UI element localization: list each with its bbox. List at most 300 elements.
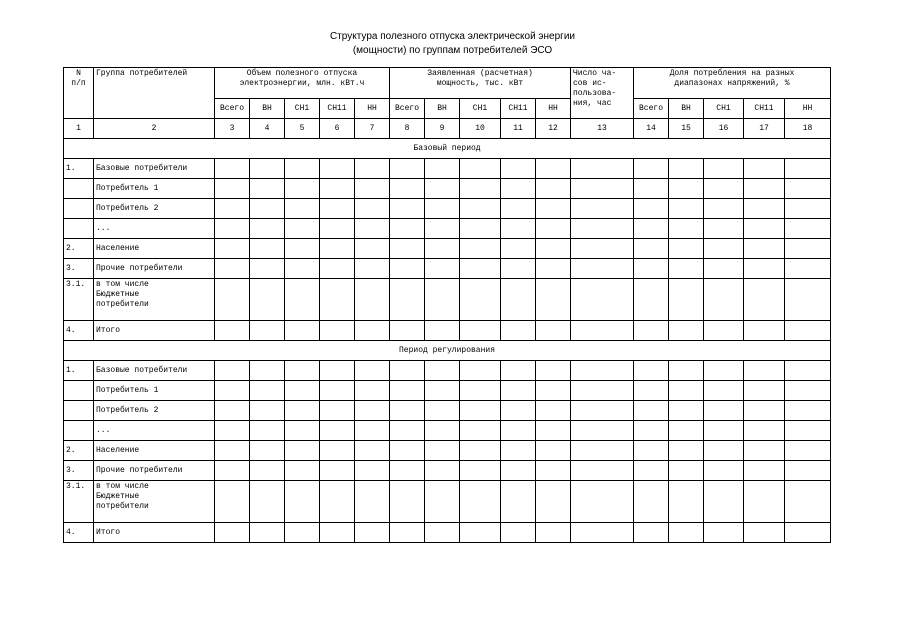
data-cell	[320, 481, 355, 523]
data-cell	[634, 259, 669, 279]
data-cell	[785, 219, 831, 239]
table-row	[64, 361, 831, 381]
row-number	[64, 381, 94, 401]
data-cell	[425, 199, 460, 219]
data-cell	[634, 461, 669, 481]
data-cell	[215, 481, 250, 523]
row-label: Итого	[94, 321, 215, 341]
data-cell	[634, 321, 669, 341]
column-number: 11	[501, 119, 536, 139]
data-cell	[669, 259, 704, 279]
data-cell	[744, 441, 785, 461]
data-cell	[634, 381, 669, 401]
column-number: 17	[744, 119, 785, 139]
data-cell	[390, 381, 425, 401]
data-cell	[285, 523, 320, 543]
data-cell	[250, 381, 285, 401]
column-number: 3	[215, 119, 250, 139]
data-cell	[669, 239, 704, 259]
data-cell	[744, 259, 785, 279]
sub-header: СН11	[501, 99, 536, 119]
table-row	[64, 441, 831, 461]
data-cell	[250, 219, 285, 239]
data-cell	[744, 321, 785, 341]
data-cell	[390, 421, 425, 441]
sub-header: НН	[355, 99, 390, 119]
sub-header: Всего	[634, 99, 669, 119]
data-cell	[571, 259, 634, 279]
data-cell	[320, 523, 355, 543]
data-cell	[501, 159, 536, 179]
data-cell	[536, 321, 571, 341]
data-cell	[285, 159, 320, 179]
data-cell	[355, 159, 390, 179]
data-cell	[215, 381, 250, 401]
data-cell	[785, 159, 831, 179]
data-cell	[571, 421, 634, 441]
table-row	[64, 259, 831, 279]
row-label: ...	[94, 219, 215, 239]
data-cell	[669, 179, 704, 199]
data-cell	[571, 381, 634, 401]
data-cell	[634, 219, 669, 239]
title-line-1: Структура полезного отпуска электрической энергии	[330, 31, 575, 42]
data-cell	[744, 461, 785, 481]
section-row	[64, 341, 831, 361]
data-cell	[634, 421, 669, 441]
data-cell	[460, 401, 501, 421]
data-cell	[785, 401, 831, 421]
data-cell	[704, 179, 744, 199]
row-label: Население	[94, 239, 215, 259]
data-cell	[634, 239, 669, 259]
data-cell	[704, 259, 744, 279]
data-cell	[460, 381, 501, 401]
data-cell	[704, 381, 744, 401]
data-cell	[215, 259, 250, 279]
table-row	[64, 219, 831, 239]
data-cell	[501, 199, 536, 219]
row-label: Потребитель 1	[94, 179, 215, 199]
data-cell	[355, 401, 390, 421]
row-label: Базовые потребители	[94, 159, 215, 179]
data-cell	[571, 279, 634, 321]
table-row	[64, 481, 831, 523]
column-number-row	[64, 119, 831, 139]
data-cell	[320, 199, 355, 219]
data-cell	[320, 421, 355, 441]
data-cell	[425, 279, 460, 321]
data-cell	[536, 381, 571, 401]
data-cell	[571, 159, 634, 179]
data-cell	[669, 199, 704, 219]
data-cell	[390, 461, 425, 481]
column-number: 2	[94, 119, 215, 139]
data-cell	[215, 159, 250, 179]
data-cell	[669, 481, 704, 523]
row-label: в том числе Бюджетные потребители	[94, 481, 215, 523]
row-number	[64, 219, 94, 239]
data-cell	[744, 179, 785, 199]
data-cell	[215, 401, 250, 421]
data-cell	[571, 199, 634, 219]
data-cell	[785, 441, 831, 461]
table-row	[64, 199, 831, 219]
data-cell	[425, 381, 460, 401]
data-cell	[669, 381, 704, 401]
data-cell	[571, 401, 634, 421]
row-number: 1.	[64, 159, 94, 179]
sub-header: ВН	[250, 99, 285, 119]
data-cell	[704, 321, 744, 341]
data-cell	[744, 401, 785, 421]
data-cell	[390, 159, 425, 179]
data-cell	[704, 159, 744, 179]
data-cell	[285, 461, 320, 481]
column-number: 10	[460, 119, 501, 139]
data-cell	[460, 219, 501, 239]
data-cell	[355, 179, 390, 199]
data-cell	[669, 401, 704, 421]
row-label: Потребитель 1	[94, 381, 215, 401]
data-cell	[536, 219, 571, 239]
row-number	[64, 421, 94, 441]
data-cell	[215, 361, 250, 381]
data-cell	[536, 361, 571, 381]
data-cell	[501, 279, 536, 321]
sub-header: СН1	[285, 99, 320, 119]
column-number: 4	[250, 119, 285, 139]
data-cell	[285, 481, 320, 523]
data-cell	[634, 361, 669, 381]
data-cell	[285, 199, 320, 219]
data-cell	[460, 159, 501, 179]
data-cell	[215, 279, 250, 321]
header-share: Доля потребления на разных диапазонах напряжений, %	[634, 68, 831, 99]
row-label: Потребитель 2	[94, 199, 215, 219]
data-cell	[669, 523, 704, 543]
data-cell	[250, 259, 285, 279]
data-cell	[250, 179, 285, 199]
data-cell	[501, 441, 536, 461]
data-cell	[536, 421, 571, 441]
sub-header: ВН	[425, 99, 460, 119]
header-volume: Объем полезного отпуска электроэнергии, млн. кВт.ч	[215, 68, 390, 99]
table-row	[64, 461, 831, 481]
data-cell	[785, 481, 831, 523]
table-row	[64, 321, 831, 341]
data-cell	[704, 361, 744, 381]
column-number: 5	[285, 119, 320, 139]
data-cell	[425, 321, 460, 341]
data-cell	[215, 461, 250, 481]
data-cell	[320, 219, 355, 239]
row-number	[64, 199, 94, 219]
data-cell	[669, 159, 704, 179]
data-cell	[425, 159, 460, 179]
data-cell	[250, 361, 285, 381]
data-cell	[355, 381, 390, 401]
data-cell	[634, 179, 669, 199]
data-cell	[250, 481, 285, 523]
data-cell	[215, 321, 250, 341]
data-cell	[785, 179, 831, 199]
data-cell	[460, 279, 501, 321]
data-cell	[571, 361, 634, 381]
data-cell	[425, 401, 460, 421]
data-cell	[460, 321, 501, 341]
column-number: 7	[355, 119, 390, 139]
title-line-2: (мощности) по группам потребителей ЭСО	[352, 45, 553, 56]
data-cell	[215, 441, 250, 461]
header-hours: Число ча- сов ис- пользова- ния, час	[571, 68, 634, 119]
sub-header: СН11	[320, 99, 355, 119]
table-row	[64, 159, 831, 179]
section-title: Базовый период	[64, 139, 831, 159]
data-cell	[390, 219, 425, 239]
data-cell	[320, 361, 355, 381]
data-cell	[634, 481, 669, 523]
data-cell	[285, 441, 320, 461]
row-number: 4.	[64, 523, 94, 543]
row-number	[64, 179, 94, 199]
data-cell	[215, 179, 250, 199]
data-cell	[460, 179, 501, 199]
data-cell	[250, 523, 285, 543]
data-cell	[704, 523, 744, 543]
data-cell	[785, 259, 831, 279]
data-cell	[390, 361, 425, 381]
sub-header: Всего	[215, 99, 250, 119]
table-row	[64, 421, 831, 441]
row-number: 3.	[64, 259, 94, 279]
data-cell	[425, 239, 460, 259]
data-cell	[320, 441, 355, 461]
data-cell	[285, 239, 320, 259]
sub-header: НН	[785, 99, 831, 119]
row-number: 4.	[64, 321, 94, 341]
data-cell	[536, 481, 571, 523]
column-number: 18	[785, 119, 831, 139]
column-number: 1	[64, 119, 94, 139]
data-cell	[355, 259, 390, 279]
table-row	[64, 523, 831, 543]
data-cell	[355, 421, 390, 441]
data-cell	[460, 199, 501, 219]
data-cell	[634, 441, 669, 461]
data-cell	[501, 461, 536, 481]
table-row	[64, 381, 831, 401]
column-number: 13	[571, 119, 634, 139]
data-cell	[425, 259, 460, 279]
data-cell	[634, 199, 669, 219]
data-cell	[215, 219, 250, 239]
column-number: 15	[669, 119, 704, 139]
data-cell	[704, 239, 744, 259]
header-row-1	[64, 68, 831, 99]
data-cell	[355, 461, 390, 481]
data-cell	[704, 441, 744, 461]
header-num: N п/п	[64, 68, 94, 119]
data-cell	[320, 401, 355, 421]
data-cell	[785, 279, 831, 321]
data-cell	[250, 279, 285, 321]
data-cell	[250, 441, 285, 461]
data-cell	[355, 219, 390, 239]
data-cell	[250, 321, 285, 341]
row-number: 2.	[64, 239, 94, 259]
data-cell	[669, 321, 704, 341]
data-cell	[744, 523, 785, 543]
data-cell	[669, 361, 704, 381]
data-cell	[460, 523, 501, 543]
data-cell	[355, 321, 390, 341]
data-cell	[669, 461, 704, 481]
row-number: 3.1.	[64, 279, 94, 321]
data-cell	[704, 481, 744, 523]
data-cell	[285, 381, 320, 401]
data-cell	[390, 259, 425, 279]
header-group: Группа потребителей	[94, 68, 215, 119]
data-cell	[536, 461, 571, 481]
row-label: Потребитель 2	[94, 401, 215, 421]
data-cell	[250, 401, 285, 421]
data-cell	[390, 481, 425, 523]
data-cell	[285, 219, 320, 239]
data-cell	[425, 219, 460, 239]
data-cell	[669, 441, 704, 461]
data-cell	[669, 279, 704, 321]
data-cell	[460, 259, 501, 279]
data-cell	[390, 321, 425, 341]
data-cell	[744, 279, 785, 321]
data-cell	[390, 279, 425, 321]
data-cell	[320, 461, 355, 481]
data-cell	[285, 259, 320, 279]
sub-header: НН	[536, 99, 571, 119]
data-cell	[536, 239, 571, 259]
data-cell	[460, 361, 501, 381]
data-cell	[285, 401, 320, 421]
data-cell	[669, 219, 704, 239]
sub-header: СН1	[704, 99, 744, 119]
data-cell	[215, 523, 250, 543]
data-cell	[320, 159, 355, 179]
data-cell	[785, 523, 831, 543]
table-row	[64, 401, 831, 421]
section-title: Период регулирования	[64, 341, 831, 361]
data-cell	[320, 321, 355, 341]
data-cell	[390, 523, 425, 543]
data-cell	[571, 441, 634, 461]
data-cell	[355, 441, 390, 461]
data-cell	[390, 441, 425, 461]
data-cell	[425, 179, 460, 199]
data-cell	[744, 239, 785, 259]
data-cell	[785, 461, 831, 481]
data-cell	[501, 381, 536, 401]
data-cell	[425, 361, 460, 381]
data-cell	[390, 199, 425, 219]
data-cell	[501, 361, 536, 381]
data-cell	[425, 481, 460, 523]
data-cell	[250, 461, 285, 481]
data-cell	[704, 199, 744, 219]
data-cell	[320, 259, 355, 279]
data-cell	[501, 523, 536, 543]
sub-header: СН1	[460, 99, 501, 119]
row-label: Прочие потребители	[94, 259, 215, 279]
data-cell	[215, 199, 250, 219]
data-cell	[501, 239, 536, 259]
data-cell	[460, 481, 501, 523]
column-number: 14	[634, 119, 669, 139]
data-cell	[785, 239, 831, 259]
data-cell	[355, 279, 390, 321]
data-cell	[320, 179, 355, 199]
row-number: 2.	[64, 441, 94, 461]
data-cell	[425, 441, 460, 461]
data-cell	[571, 179, 634, 199]
data-cell	[355, 199, 390, 219]
data-cell	[390, 179, 425, 199]
table-row	[64, 179, 831, 199]
data-cell	[704, 219, 744, 239]
data-cell	[536, 159, 571, 179]
data-cell	[785, 381, 831, 401]
data-cell	[704, 279, 744, 321]
data-cell	[536, 401, 571, 421]
column-number: 16	[704, 119, 744, 139]
data-cell	[285, 279, 320, 321]
data-cell	[785, 199, 831, 219]
data-cell	[571, 461, 634, 481]
data-cell	[285, 179, 320, 199]
data-cell	[320, 381, 355, 401]
sub-header: СН11	[744, 99, 785, 119]
data-cell	[390, 239, 425, 259]
data-cell	[669, 421, 704, 441]
column-number: 6	[320, 119, 355, 139]
data-cell	[634, 279, 669, 321]
data-cell	[571, 523, 634, 543]
data-cell	[536, 259, 571, 279]
data-cell	[536, 179, 571, 199]
data-cell	[425, 523, 460, 543]
table-row	[64, 279, 831, 321]
data-cell	[460, 239, 501, 259]
data-cell	[536, 441, 571, 461]
row-label: Базовые потребители	[94, 361, 215, 381]
data-cell	[536, 199, 571, 219]
data-cell	[744, 219, 785, 239]
data-cell	[501, 219, 536, 239]
data-cell	[250, 421, 285, 441]
row-number: 3.1.	[64, 481, 94, 523]
data-cell	[501, 179, 536, 199]
row-number	[64, 401, 94, 421]
data-cell	[355, 361, 390, 381]
data-cell	[501, 481, 536, 523]
data-cell	[285, 321, 320, 341]
column-number: 9	[425, 119, 460, 139]
data-cell	[536, 523, 571, 543]
data-cell	[250, 159, 285, 179]
data-cell	[425, 461, 460, 481]
table-row	[64, 239, 831, 259]
document-title	[0, 30, 905, 58]
data-cell	[571, 481, 634, 523]
